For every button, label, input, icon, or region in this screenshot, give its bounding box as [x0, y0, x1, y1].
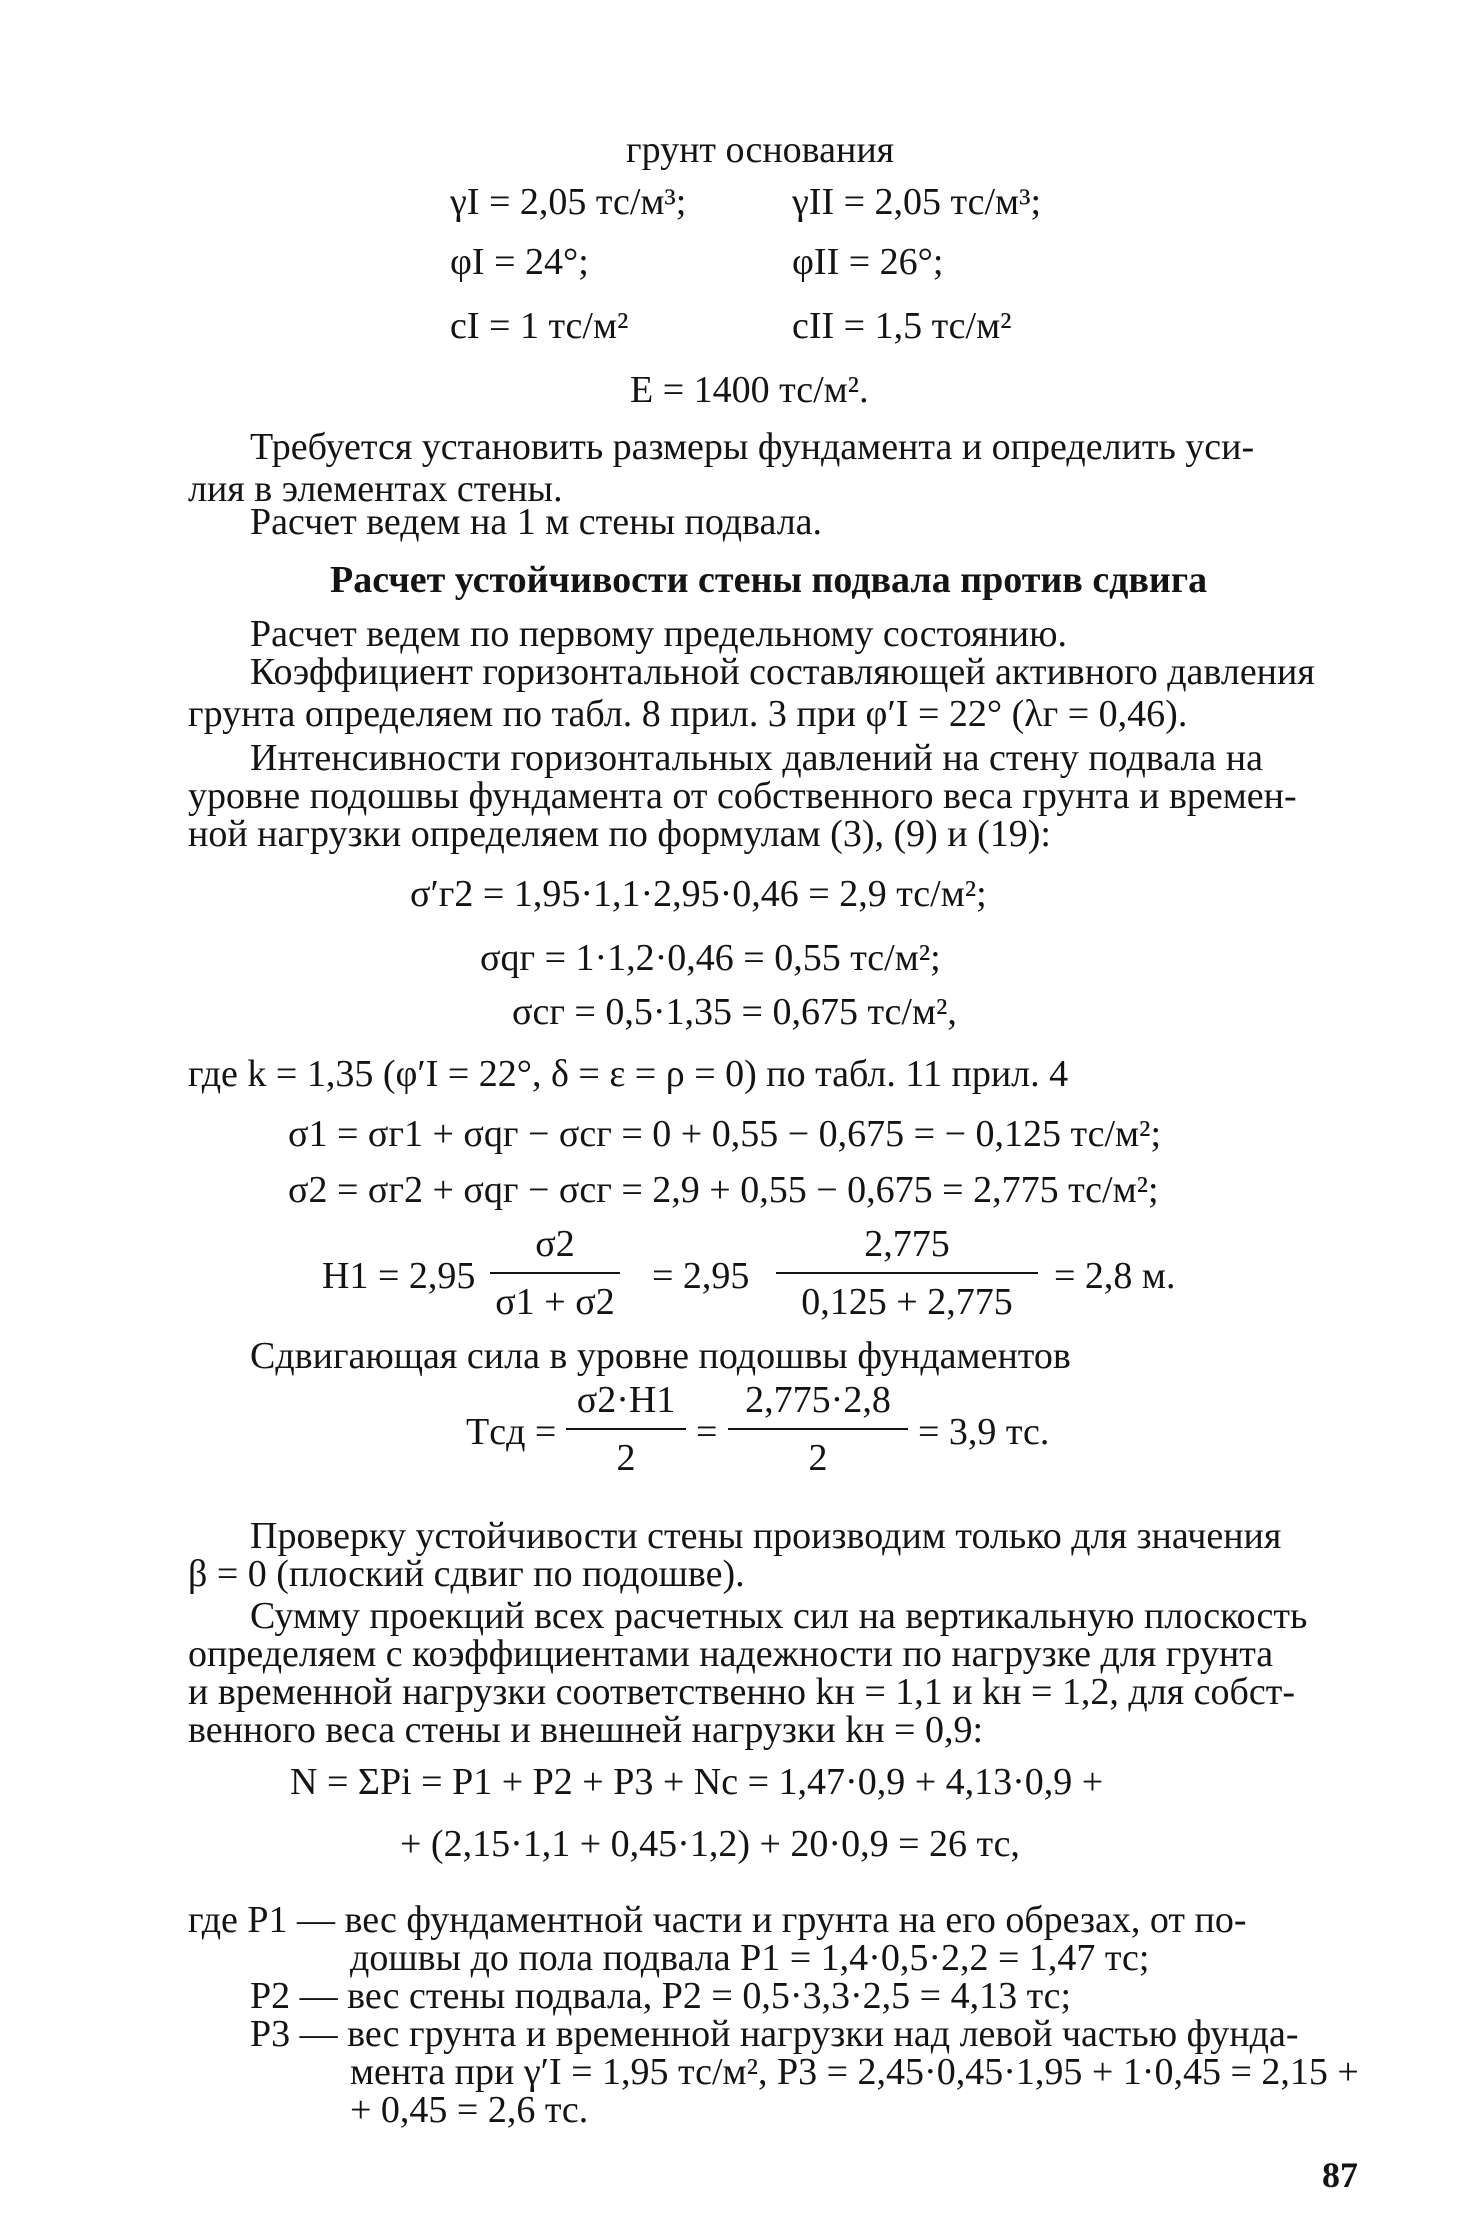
- shear-force-text: Сдвигающая сила в уровне подошвы фундаментов: [250, 1335, 1071, 1377]
- tsd-mid: =: [696, 1411, 718, 1453]
- tsd-denominator-2: 2: [808, 1437, 828, 1479]
- intro-line-3: Расчет ведем на 1 м стены подвала.: [250, 501, 823, 543]
- intro-line-2: лия в элементах стены.: [188, 468, 563, 510]
- def-p1-line-1: где P1 — вес фундаментной части и грунта на его обрезах, от по-: [188, 1899, 1247, 1941]
- h1-rhs: = 2,8 м.: [1054, 1255, 1176, 1297]
- h1-numerator-2: 2,775: [864, 1223, 950, 1265]
- def-p1-line-2: дошвы до пола подвала P1 = 1,4·0,5·2,2 = 1,47 тс;: [350, 1937, 1150, 1979]
- tsd-numerator-2: 2,775·2,8: [745, 1379, 891, 1421]
- p4-line-1: Сумму проекций всех расчетных сил на вертикальную плоскость: [250, 1595, 1308, 1637]
- p4-line-2: определяем с коэффициентами надежности по нагрузке для грунта: [188, 1633, 1274, 1675]
- tsd-lhs: Tсд =: [466, 1411, 557, 1453]
- p1-line-2: Коэффициент горизонтальной составляющей активного давления: [250, 651, 1315, 693]
- p4-line-3: и временной нагрузки соответственно kн = 1,1 и kн = 1,2, для собст-: [188, 1671, 1295, 1713]
- p3-line-1: Проверку устойчивости стены производим только для значения: [250, 1515, 1282, 1557]
- h1-fraction-bar-1: [490, 1272, 620, 1274]
- tsd-denominator-1: 2: [616, 1437, 636, 1479]
- soil-c-1: cI = 1 тс/м²: [450, 305, 629, 347]
- h1-denominator-1: σ1 + σ2: [495, 1281, 615, 1323]
- n-equation-line-1: N = ΣPi = P1 + P2 + P3 + Nс = 1,47·0,9 + 4,13·0,9 +: [290, 1761, 1104, 1803]
- h1-fraction-bar-2: [776, 1272, 1038, 1274]
- def-p3-line-3: + 0,45 = 2,6 тс.: [350, 2089, 589, 2131]
- h1-numerator-1: σ2: [535, 1223, 575, 1265]
- soil-phi-2: φII = 26°;: [792, 241, 944, 283]
- eq-sigma-2: σ2 = σг2 + σqг − σсг = 2,9 + 0,55 − 0,675 = 2,775 тс/м²;: [288, 1169, 1159, 1211]
- p1-line-1: Расчет ведем по первому предельному состоянию.: [250, 613, 1068, 655]
- tsd-rhs: = 3,9 тс.: [918, 1411, 1050, 1453]
- p1-line-3: грунта определяем по табл. 8 прил. 3 при φ′I = 22° (λг = 0,46).: [188, 693, 1188, 735]
- h1-denominator-2: 0,125 + 2,775: [801, 1281, 1013, 1323]
- tsd-numerator-1: σ2·H1: [576, 1379, 676, 1421]
- n-equation-line-2: + (2,15·1,1 + 0,45·1,2) + 20·0,9 = 26 тс,: [400, 1823, 1020, 1865]
- h1-mid: = 2,95: [652, 1255, 750, 1297]
- tsd-fraction-bar-2: [728, 1428, 908, 1430]
- eq-sigma-g2: σ′г2 = 1,95·1,1·2,95·0,46 = 2,9 тс/м²;: [410, 873, 987, 915]
- eq-where-k: где k = 1,35 (φ′I = 22°, δ = ε = ρ = 0) по табл. 11 прил. 4: [188, 1053, 1069, 1095]
- intro-line-1: Требуется установить размеры фундамента и определить уси-: [250, 426, 1255, 468]
- soil-c-2: cII = 1,5 тс/м²: [792, 305, 1012, 347]
- section-title: Расчет устойчивости стены подвала против сдвига: [330, 559, 1208, 601]
- eq-sigma-1: σ1 = σг1 + σqг − σсг = 0 + 0,55 − 0,675 = − 0,125 тс/м²;: [288, 1113, 1161, 1155]
- p3-line-2: β = 0 (плоский сдвиг по подошве).: [188, 1553, 745, 1595]
- soil-gamma-2: γII = 2,05 тс/м³;: [792, 181, 1042, 223]
- page-number: 87: [1322, 2155, 1358, 2195]
- p2-line-2: уровне подошвы фундамента от собственного веса грунта и времен-: [188, 775, 1297, 817]
- eq-sigma-qg: σqг = 1·1,2·0,46 = 0,55 тс/м²;: [480, 937, 941, 979]
- soil-modulus: E = 1400 тс/м².: [630, 369, 869, 411]
- eq-sigma-cg: σсг = 0,5·1,35 = 0,675 тс/м²,: [512, 991, 957, 1033]
- def-p3-line-2: мента при γ′I = 1,95 тс/м², P3 = 2,45·0,45·1,95 + 1·0,45 = 2,15 +: [350, 2051, 1359, 2093]
- def-p3-line-1: P3 — вес грунта и временной нагрузки над левой частью фунда-: [250, 2013, 1299, 2055]
- h1-lhs: H1 = 2,95: [322, 1255, 476, 1297]
- soil-gamma-1: γI = 2,05 тс/м³;: [450, 181, 687, 223]
- tsd-fraction-bar-1: [566, 1428, 686, 1430]
- def-p2: P2 — вес стены подвала, P2 = 0,5·3,3·2,5 = 4,13 тс;: [250, 1975, 1072, 2017]
- p2-line-1: Интенсивности горизонтальных давлений на стену подвала на: [250, 737, 1263, 779]
- soil-heading: грунт основания: [626, 129, 895, 171]
- p2-line-3: ной нагрузки определяем по формулам (3), (9) и (19):: [188, 813, 1051, 855]
- p4-line-4: венного веса стены и внешней нагрузки kн = 0,9:: [188, 1709, 984, 1751]
- soil-phi-1: φI = 24°;: [450, 241, 589, 283]
